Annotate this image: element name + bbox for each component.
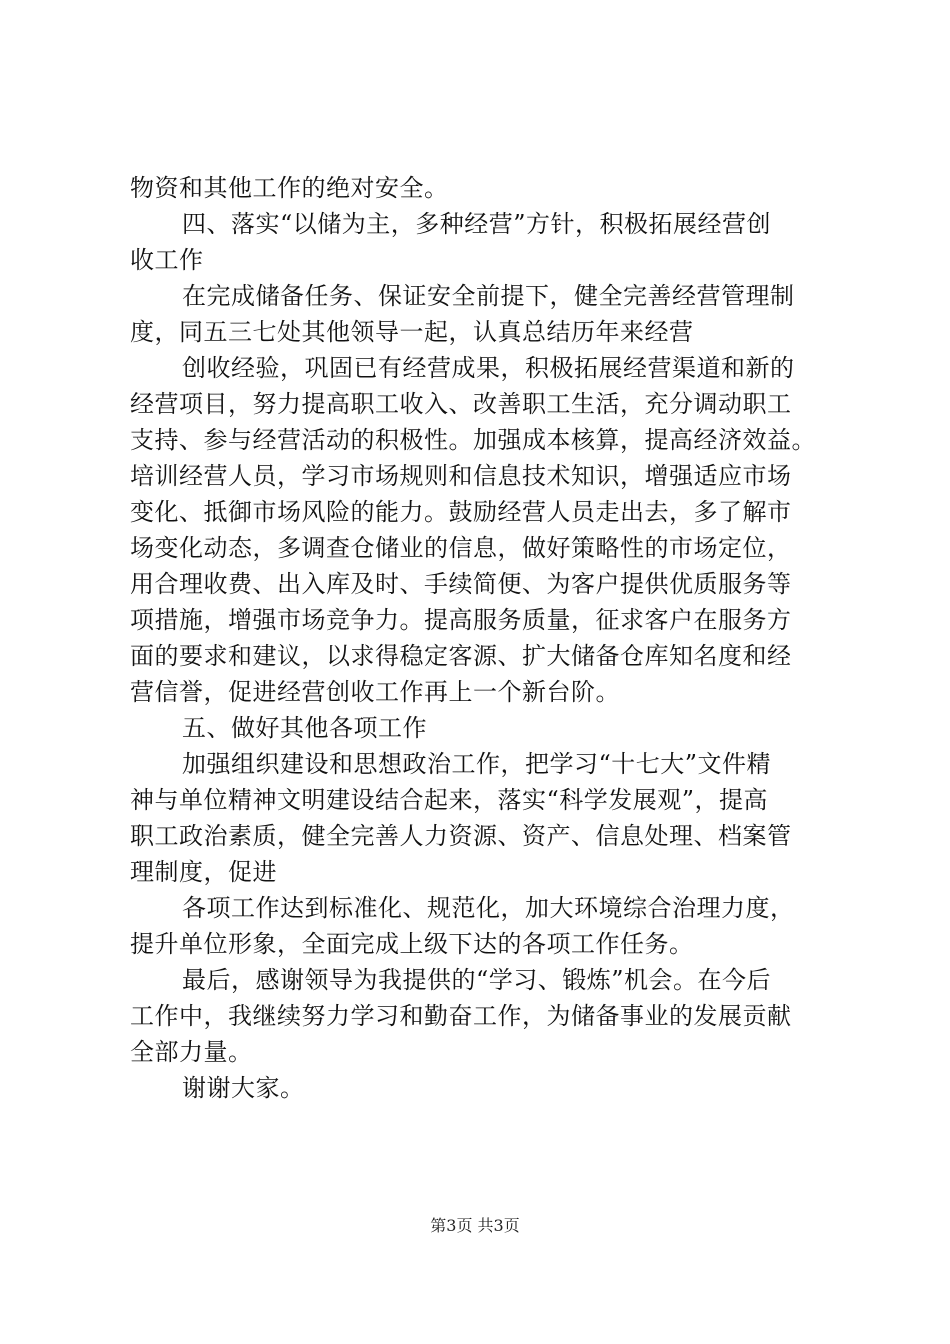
text-line: 工作中，我继续努力学习和勤奋工作，为储备事业的发展贡献 (130, 1002, 792, 1030)
text-line: 提升单位形象，全面完成上级下达的各项工作任务。 (130, 930, 694, 958)
text-line: 最后，感谢领导为我提供的“学习、锻炼”机会。在今后 (182, 966, 772, 994)
section-heading-5: 五、做好其他各项工作 (182, 714, 427, 742)
text-line: 加强组织建设和思想政治工作，把学习“十七大”文件精 (182, 750, 772, 778)
text-line: 营信誉，促进经营创收工作再上一个新台阶。 (130, 678, 620, 706)
text-line: 支持、参与经营活动的积极性。加强成本核算，提高经济效益。 (130, 426, 816, 454)
closing-line: 谢谢大家。 (182, 1074, 305, 1102)
text-line: 经营项目，努力提高职工收入、改善职工生活，充分调动职工 (130, 390, 792, 418)
text-line: 全部力量。 (130, 1038, 253, 1066)
page-number: 第3页 共3页 (430, 1216, 520, 1235)
text-line: 神与单位精神文明建设结合起来，落实“科学发展观”，提高 (130, 786, 769, 814)
text-line: 培训经营人员，学习市场规则和信息技术知识，增强适应市场 (130, 462, 792, 490)
text-line: 收工作 (130, 246, 204, 274)
text-line: 理制度，促进 (130, 858, 277, 886)
text-line: 职工政治素质，健全完善人力资源、资产、信息处理、档案管 (130, 822, 792, 850)
text-line: 在完成储备任务、保证安全前提下，健全完善经营管理制 (182, 282, 795, 310)
section-heading-4: 四、落实“以储为主，多种经营”方针，积极拓展经营创 (182, 210, 772, 238)
text-line: 创收经验，巩固已有经营成果，积极拓展经营渠道和新的 (182, 354, 795, 382)
text-line: 物资和其他工作的绝对安全。 (130, 174, 449, 202)
page-footer (0, 1216, 950, 1236)
text-line: 变化、抵御市场风险的能力。鼓励经营人员走出去，多了解市 (130, 498, 792, 526)
text-line: 用合理收费、出入库及时、手续简便、为客户提供优质服务等 (130, 570, 792, 598)
text-line: 各项工作达到标准化、规范化，加大环境综合治理力度， (182, 894, 795, 922)
text-line: 场变化动态，多调查仓储业的信息，做好策略性的市场定位， (130, 534, 792, 562)
text-line: 度，同五三七处其他领导一起，认真总结历年来经营 (130, 318, 694, 346)
text-line: 面的要求和建议，以求得稳定客源、扩大储备仓库知名度和经 (130, 642, 792, 670)
text-line: 项措施，增强市场竞争力。提高服务质量，征求客户在服务方 (130, 606, 792, 634)
document-body (130, 170, 850, 1106)
